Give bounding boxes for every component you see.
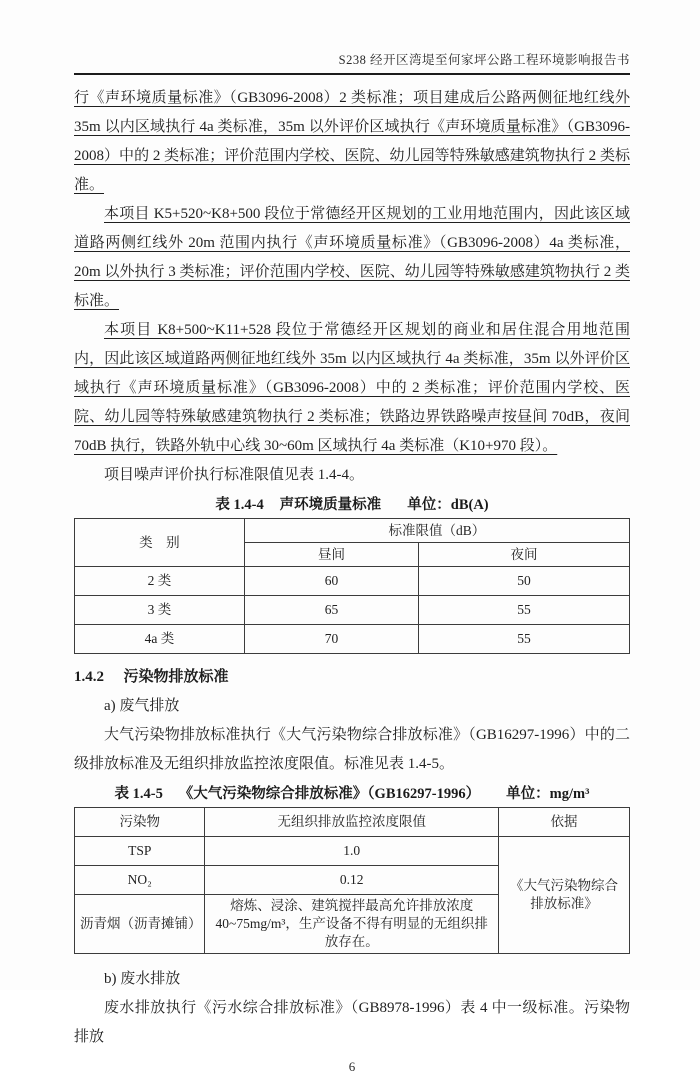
noise-cell-category: 4a 类 [75,625,245,654]
paragraph-noise-std-continued: 行《声环境质量标准》（GB3096-2008）2 类标准；项目建成后公路两侧征地红线外 35m 以内区域执行 4a 类标准，35m 以外评价区域执行《声环境质量标准》（GB3096-2008）中的 2 类标准；评价范围内学校、医院、幼儿园等特殊敏感建筑物执行 2 类标准。 [74,90,630,193]
air-cell-pollutant: 沥青烟（沥青摊铺） [75,895,205,954]
table-row [75,596,630,625]
table-row [75,567,630,596]
table-row [75,519,630,543]
table-noise-caption-title: 声环境质量标准 [279,497,382,513]
noise-cell-category: 2 类 [75,567,245,596]
table-row [75,837,630,866]
air-cell-pollutant: NO₂ [75,866,205,895]
air-cell-limit: 1.0 [205,837,499,866]
noise-cell-day: 70 [244,625,418,654]
paragraph-wastewater: 废水排放执行《污水综合排放标准》（GB8978-1996）表 4 中一级标准。污染物排放 [74,1000,630,1045]
page-header [74,50,630,75]
noise-cell-night: 55 [419,596,630,625]
section-title: 污染物排放标准 [123,669,229,685]
table-row [75,625,630,654]
subsection-a-exhaust: a) 废气排放 [104,698,180,714]
section-number: 1.4.2 [74,669,104,685]
section-heading-142 [74,665,630,686]
air-col-basis: 依据 [499,808,630,837]
noise-col-night: 夜间 [419,543,630,567]
paragraph-k8-section: 本项目 K8+500~K11+528 段位于常德经开区规划的商业和居住混合用地范围内，因此该区域道路两侧征地红线外 35m 以内区域执行 4a 类标准，35m 以外评价区域执行《声环境质量标准》（GB3096-2008）中的 2 类标准；评价范围内学校、医院、幼儿园等特殊敏感建筑物执行 2 类标准；铁路边界铁路噪声按昼间 70dB，夜间 70dB 执行，铁路外轨中心线 30~60m 区域执行 4a 类标准（K10+970 段）。 [74,322,630,454]
table-noise-caption-unit: 单位：dB(A) [407,497,489,513]
air-cell-basis: 《大气污染物综合排放标准》 [499,837,630,954]
table-air-caption-unit: 单位：mg/m³ [506,786,590,802]
air-col-pollutant: 污染物 [75,808,205,837]
noise-col-category: 类 别 [75,519,245,567]
paragraph-k5-section: 本项目 K5+520~K8+500 段位于常德经开区规划的工业用地范围内，因此该区域道路两侧红线外 20m 范围内执行《声环境质量标准》（GB3096-2008）4a 类标准，20m 以外执行 3 类标准；评价范围内学校、医院、幼儿园等特殊敏感建筑物执行 2 类标准。 [74,206,630,309]
air-cell-pollutant: TSP [75,837,205,866]
table-noise-caption-label: 表 1.4-4 [215,497,264,513]
table-noise-standards [74,518,630,654]
table-noise-caption [74,493,630,514]
air-cell-limit: 0.12 [205,866,499,895]
table-air-caption [74,782,630,803]
wastewater-text [74,994,630,1052]
table-air-caption-label: 表 1.4-5 [114,786,163,802]
noise-cell-category: 3 类 [75,596,245,625]
noise-cell-night: 50 [419,567,630,596]
noise-col-limit: 标准限值（dB） [244,519,629,543]
noise-col-day: 昼间 [244,543,418,567]
noise-cell-day: 65 [244,596,418,625]
noise-cell-day: 60 [244,567,418,596]
air-col-limit: 无组织排放监控浓度限值 [205,808,499,837]
document-body [74,84,630,490]
paragraph-table-ref-noise: 项目噪声评价执行标准限值见表 1.4-4。 [104,467,364,483]
table-air-caption-title: 《大气污染物综合排放标准》（GB16297-1996） [178,786,481,802]
table-air-standards [74,807,630,954]
page-number: 6 [348,1059,356,1074]
paragraph-air-standard: 大气污染物排放标准执行《大气污染物综合排放标准》（GB16297-1996）中的二级排放标准及无组织排放监控浓度限值。标准见表 1.4-5。 [74,727,630,772]
subsection-b-wastewater: b) 废水排放 [104,971,181,987]
air-cell-limit: 熔炼、浸涂、建筑搅拌最高允许排放浓度 40~75mg/m³，生产设备不得有明显的无组织排放存在。 [205,895,499,954]
header-title: S238 经开区湾堤至何家坪公路工程环境影响报告书 [338,53,630,67]
air-standard-text [74,721,630,779]
noise-cell-night: 55 [419,625,630,654]
table-row [75,808,630,837]
